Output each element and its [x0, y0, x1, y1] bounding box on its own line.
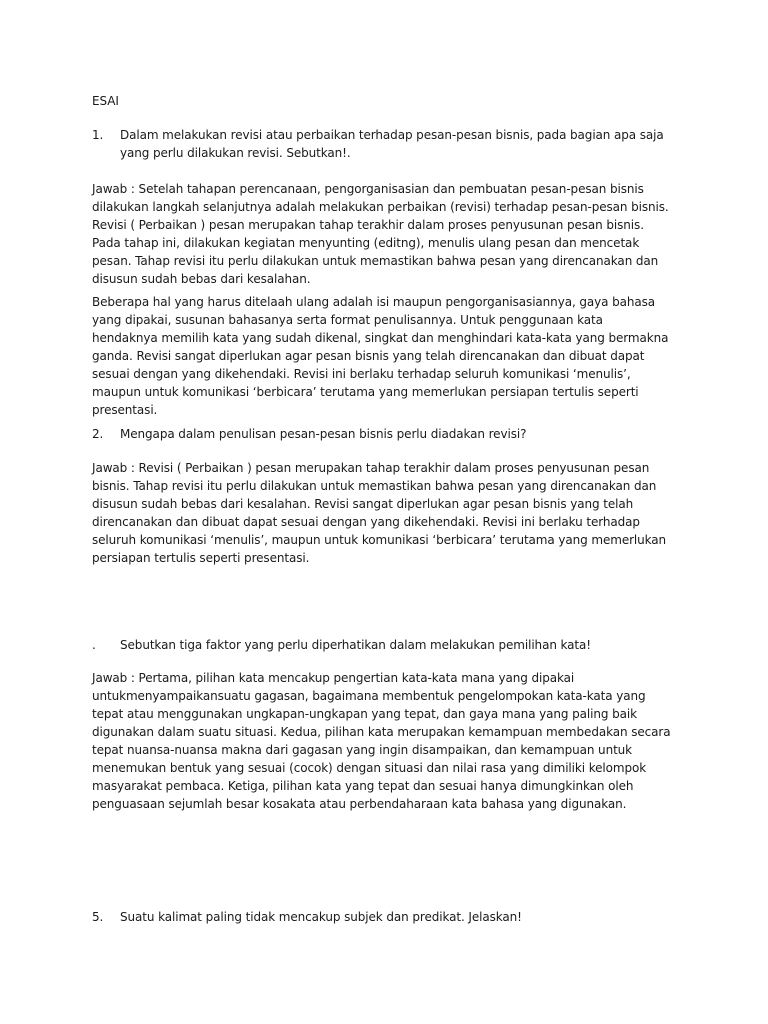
question-3-text: Sebutkan tiga faktor yang perlu diperhatikan dalam melakukan pemilihan kata!	[120, 638, 592, 652]
question-3-number: .	[92, 638, 96, 652]
answer-2-paragraph: Jawab : Revisi ( Perbaikan ) pesan merupakan tahap terakhir dalam proses penyusunan pesan bisnis. Tahap revisi itu perlu dilakukan untuk memastikan bahwa pesan yang direncanakan dan disusun sudah bebas dari kesalahan. Revisi sangat diperlukan agar pesan bisnis yang telah direncanakan dan dibuat dapat sesuai dengan yang dikehendaki. Revisi ini berlaku terhadap seluruh komunikasi ‘menulis’, maupun untuk komunikasi ‘berbicara’ terutama yang memerlukan persiapan tertulis seperti presentasi.	[92, 461, 667, 565]
answer-1-paragraph-1: Jawab : Setelah tahapan perencanaan, pengorganisasian dan pembuatan pesan-pesan bisnis dilakukan langkah selanjutnya adalah melakukan perbaikan (revisi) terhadap pesan-pesan bisnis. Revisi ( Perbaikan ) pesan merupakan tahap terakhir dalam proses penyusunan pesan bisnis. Pada tahap ini, dilakukan kegiatan menyunting (editng), menulis ulang pesan dan mencetak pesan. Tahap revisi itu perlu dilakukan untuk memastikan bahwa pesan yang direncanakan dan disusun sudah bebas dari kesalahan.	[92, 182, 669, 286]
question-2	[92, 425, 672, 443]
question-2-text: Mengapa dalam penulisan pesan-pesan bisnis perlu diadakan revisi?	[120, 427, 527, 441]
question-3	[92, 636, 672, 654]
question-5	[92, 908, 672, 926]
question-5-text: Suatu kalimat paling tidak mencakup subjek dan predikat. Jelaskan!	[120, 910, 522, 924]
answer-1-paragraph-2: Beberapa hal yang harus ditelaah ulang adalah isi maupun pengorganisasiannya, gaya bahasa yang dipakai, susunan bahasanya serta format penulisannya. Untuk penggunaan kata hendaknya memilih kata yang sudah dikenal, singkat dan menghindari kata-kata yang bermakna ganda. Revisi sangat diperlukan agar pesan bisnis yang telah direncanakan dan dibuat dapat sesuai dengan yang dikehendaki. Revisi ini berlaku terhadap seluruh komunikasi ‘menulis’, maupun untuk komunikasi ‘berbicara’ terutama yang memerlukan persiapan tertulis seperti presentasi.	[92, 295, 669, 417]
document-title: ESAI	[92, 94, 119, 108]
question-5-number: 5.	[92, 910, 104, 924]
question-1-text: Dalam melakukan revisi atau perbaikan terhadap pesan-pesan bisnis, pada bagian apa saja yang perlu dilakukan revisi. Sebutkan!.	[120, 128, 664, 160]
question-1	[92, 126, 672, 162]
answer-3-paragraph: Jawab : Pertama, pilihan kata mencakup pengertian kata-kata mana yang dipakai untukmenyampaikansuatu gagasan, bagaimana membentuk pengelompokan kata-kata yang tepat atau menggunakan ungkapan-ungkapan yang tepat, dan gaya mana yang paling baik digunakan dalam suatu situasi. Kedua, pilihan kata merupakan kemampuan membedakan secara tepat nuansa-nuansa makna dari gagasan yang ingin disampaikan, dan kemampuan untuk menemukan bentuk yang sesuai (cocok) dengan situasi dan nilai rasa yang dimiliki kelompok masyarakat pembaca. Ketiga, pilihan kata yang tepat dan sesuai hanya dimungkinkan oleh penguasaan sejumlah besar kosakata atau perbendaharaan kata bahasa yang digunakan.	[92, 671, 671, 811]
question-2-number: 2.	[92, 427, 104, 441]
question-1-number: 1.	[92, 128, 104, 142]
